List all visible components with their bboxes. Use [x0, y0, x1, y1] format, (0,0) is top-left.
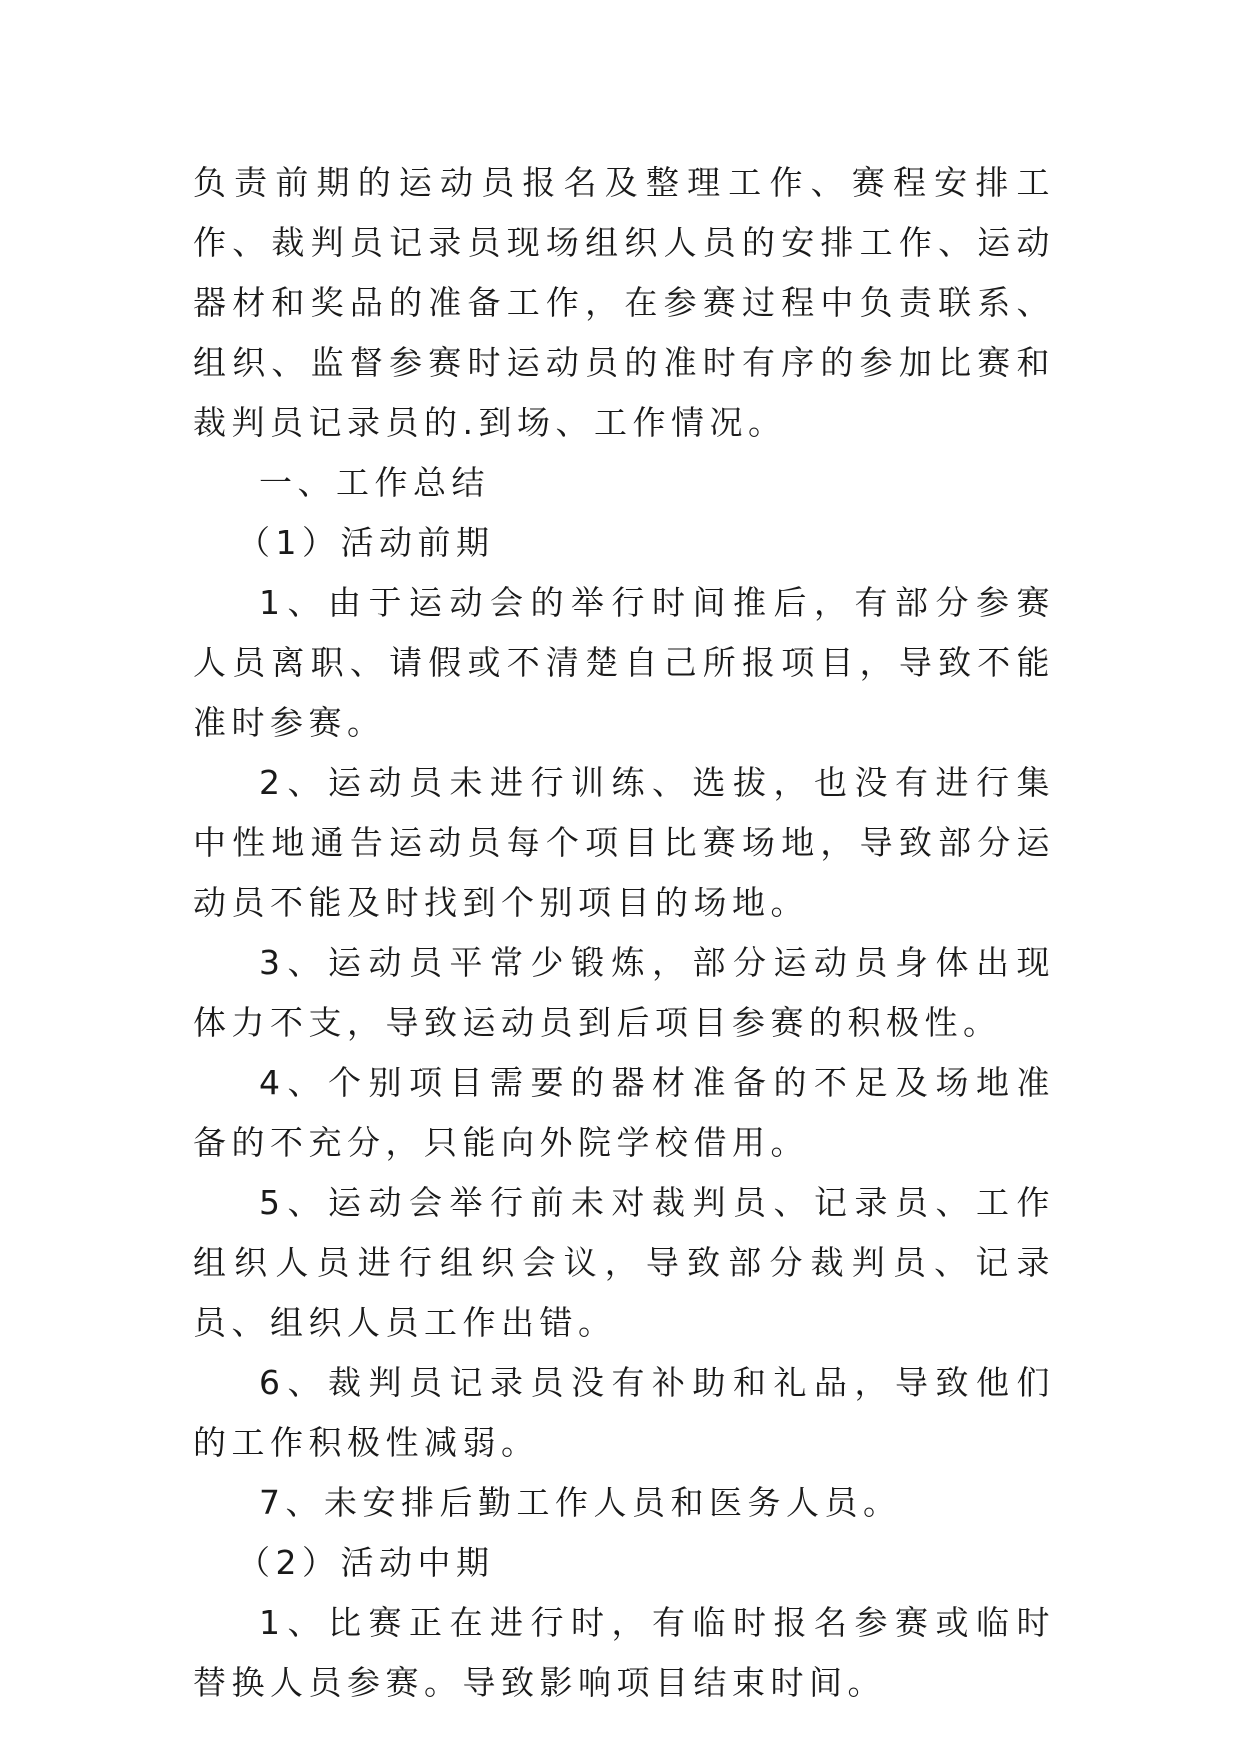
list-item-early-2: 2、运动员未进行训练、选拔，也没有进行集中性地通告运动员每个项目比赛场地，导致部分运动员不能及时找到个别项目的场地。 [193, 763, 1055, 922]
list-item-early-1: 1、由于运动会的举行时间推后，有部分参赛人员离职、请假或不清楚自己所报项目，导致不能准时参赛。 [193, 583, 1055, 742]
list-item-early-7: 7、未安排后勤工作人员和医务人员。 [259, 1483, 902, 1522]
list-item-early-3: 3、运动员平常少锻炼，部分运动员身体出现体力不支，导致运动员到后项目参赛的积极性。 [193, 943, 1055, 1042]
section-heading-work-summary: 一、工作总结 [259, 463, 490, 502]
document-body [193, 153, 1055, 1713]
paragraph-intro: 负责前期的运动员报名及整理工作、赛程安排工作、裁判员记录员现场组织人员的安排工作、运动器材和奖品的准备工作，在参赛过程中负责联系、组织、监督参赛时运动员的准时有序的参加比赛和裁判员记录员的.到场、工作情况。 [193, 163, 1055, 442]
subsection-heading-early-stage: （1）活动前期 [237, 523, 495, 562]
list-item-early-4: 4、个别项目需要的器材准备的不足及场地准备的不充分，只能向外院学校借用。 [193, 1063, 1055, 1162]
list-item-early-6: 6、裁判员记录员没有补助和礼品，导致他们的工作积极性减弱。 [193, 1363, 1055, 1462]
list-item-middle-1: 1、比赛正在进行时，有临时报名参赛或临时替换人员参赛。导致影响项目结束时间。 [193, 1603, 1055, 1702]
list-item-early-5: 5、运动会举行前未对裁判员、记录员、工作组织人员进行组织会议，导致部分裁判员、记录员、组织人员工作出错。 [193, 1183, 1055, 1342]
subsection-heading-middle-stage: （2）活动中期 [237, 1543, 495, 1582]
